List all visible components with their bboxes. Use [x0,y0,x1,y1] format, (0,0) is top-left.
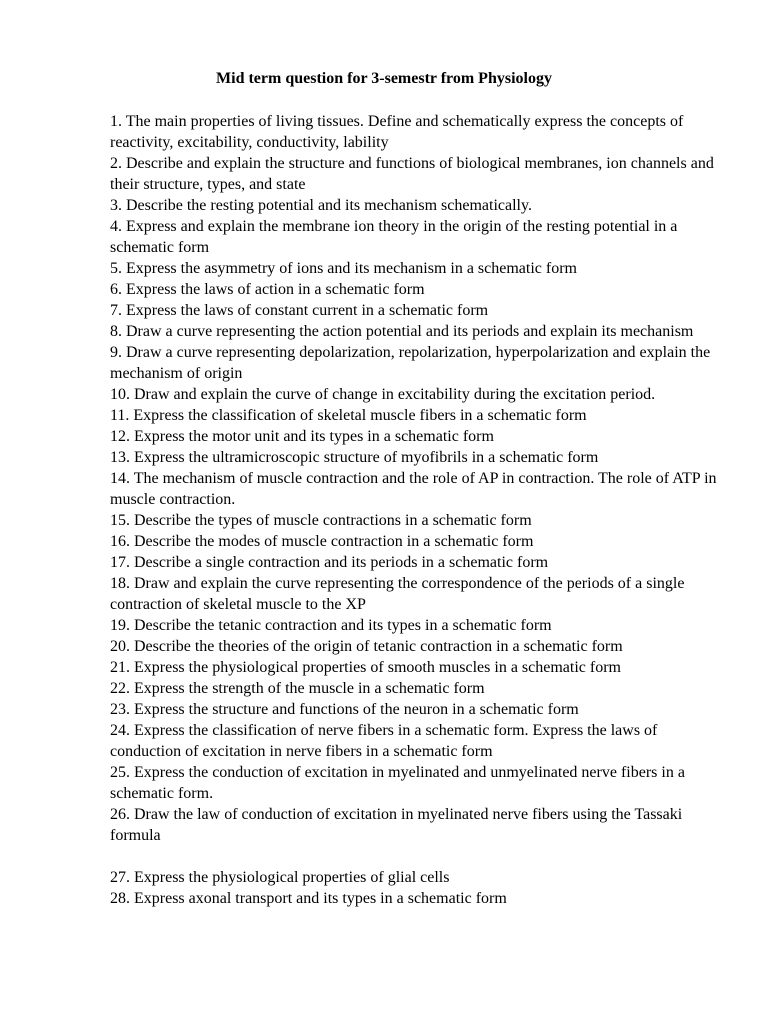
paragraph-spacer [110,846,722,867]
question-item-17: 17. Describe a single contraction and its periods in a schematic form [110,554,549,571]
question-item-4: 4. Express and explain the membrane ion theory in the origin of the resting potential in a schematic form [110,218,678,256]
question-item-6: 6. Express the laws of action in a schematic form [110,281,425,298]
question-item-12: 12. Express the motor unit and its types in a schematic form [110,428,494,445]
question-item-27: 27. Express the physiological properties of glial cells [110,869,450,886]
question-item-5: 5. Express the asymmetry of ions and its mechanism in a schematic form [110,260,577,277]
question-item-25: 25. Express the conduction of excitation in myelinated and unmyelinated nerve fibers in a schematic form. [110,764,685,802]
question-item-26: 26. Draw the law of conduction of excitation in myelinated nerve fibers using the Tassaki formula [110,806,683,844]
question-item-14: 14. The mechanism of muscle contraction and the role of AP in contraction. The role of ATP in muscle contraction. [110,470,717,508]
question-item-19: 19. Describe the tetanic contraction and its types in a schematic form [110,617,552,634]
question-item-10: 10. Draw and explain the curve of change in excitability during the excitation period. [110,386,656,403]
question-item-18: 18. Draw and explain the curve representing the correspondence of the periods of a single contraction of skeletal muscle to the XP [110,575,685,613]
question-item-3: 3. Describe the resting potential and its mechanism schematically. [110,197,532,214]
question-item-24: 24. Express the classification of nerve fibers in a schematic form. Express the laws of conduction of excitation in nerve fibers in a schematic form [110,722,658,760]
question-item-21: 21. Express the physiological properties of smooth muscles in a schematic form [110,659,621,676]
question-item-15: 15. Describe the types of muscle contractions in a schematic form [110,512,532,529]
question-item-28: 28. Express axonal transport and its types in a schematic form [110,890,507,907]
question-item-13: 13. Express the ultramicroscopic structure of myofibrils in a schematic form [110,449,599,466]
question-item-22: 22. Express the strength of the muscle in a schematic form [110,680,485,697]
question-item-2: 2. Describe and explain the structure and functions of biological membranes, ion channels and their structure, types, and state [110,155,714,193]
question-item-11: 11. Express the classification of skeletal muscle fibers in a schematic form [110,407,587,424]
question-item-20: 20. Describe the theories of the origin of tetanic contraction in a schematic form [110,638,623,655]
question-item-8: 8. Draw a curve representing the action potential and its periods and explain its mechanism [110,323,694,340]
document-title: Mid term question for 3-semestr from Physiology [216,70,552,87]
question-item-9: 9. Draw a curve representing depolarization, repolarization, hyperpolarization and explain the mechanism of origin [110,344,711,382]
question-item-23: 23. Express the structure and functions of the neuron in a schematic form [110,701,579,718]
question-item-16: 16. Describe the modes of muscle contraction in a schematic form [110,533,534,550]
question-item-7: 7. Express the laws of constant current in a schematic form [110,302,489,319]
question-item-1: 1. The main properties of living tissues. Define and schematically express the concepts of reactivity, excitability, conductivity, lability [110,113,684,151]
question-list [110,111,722,909]
